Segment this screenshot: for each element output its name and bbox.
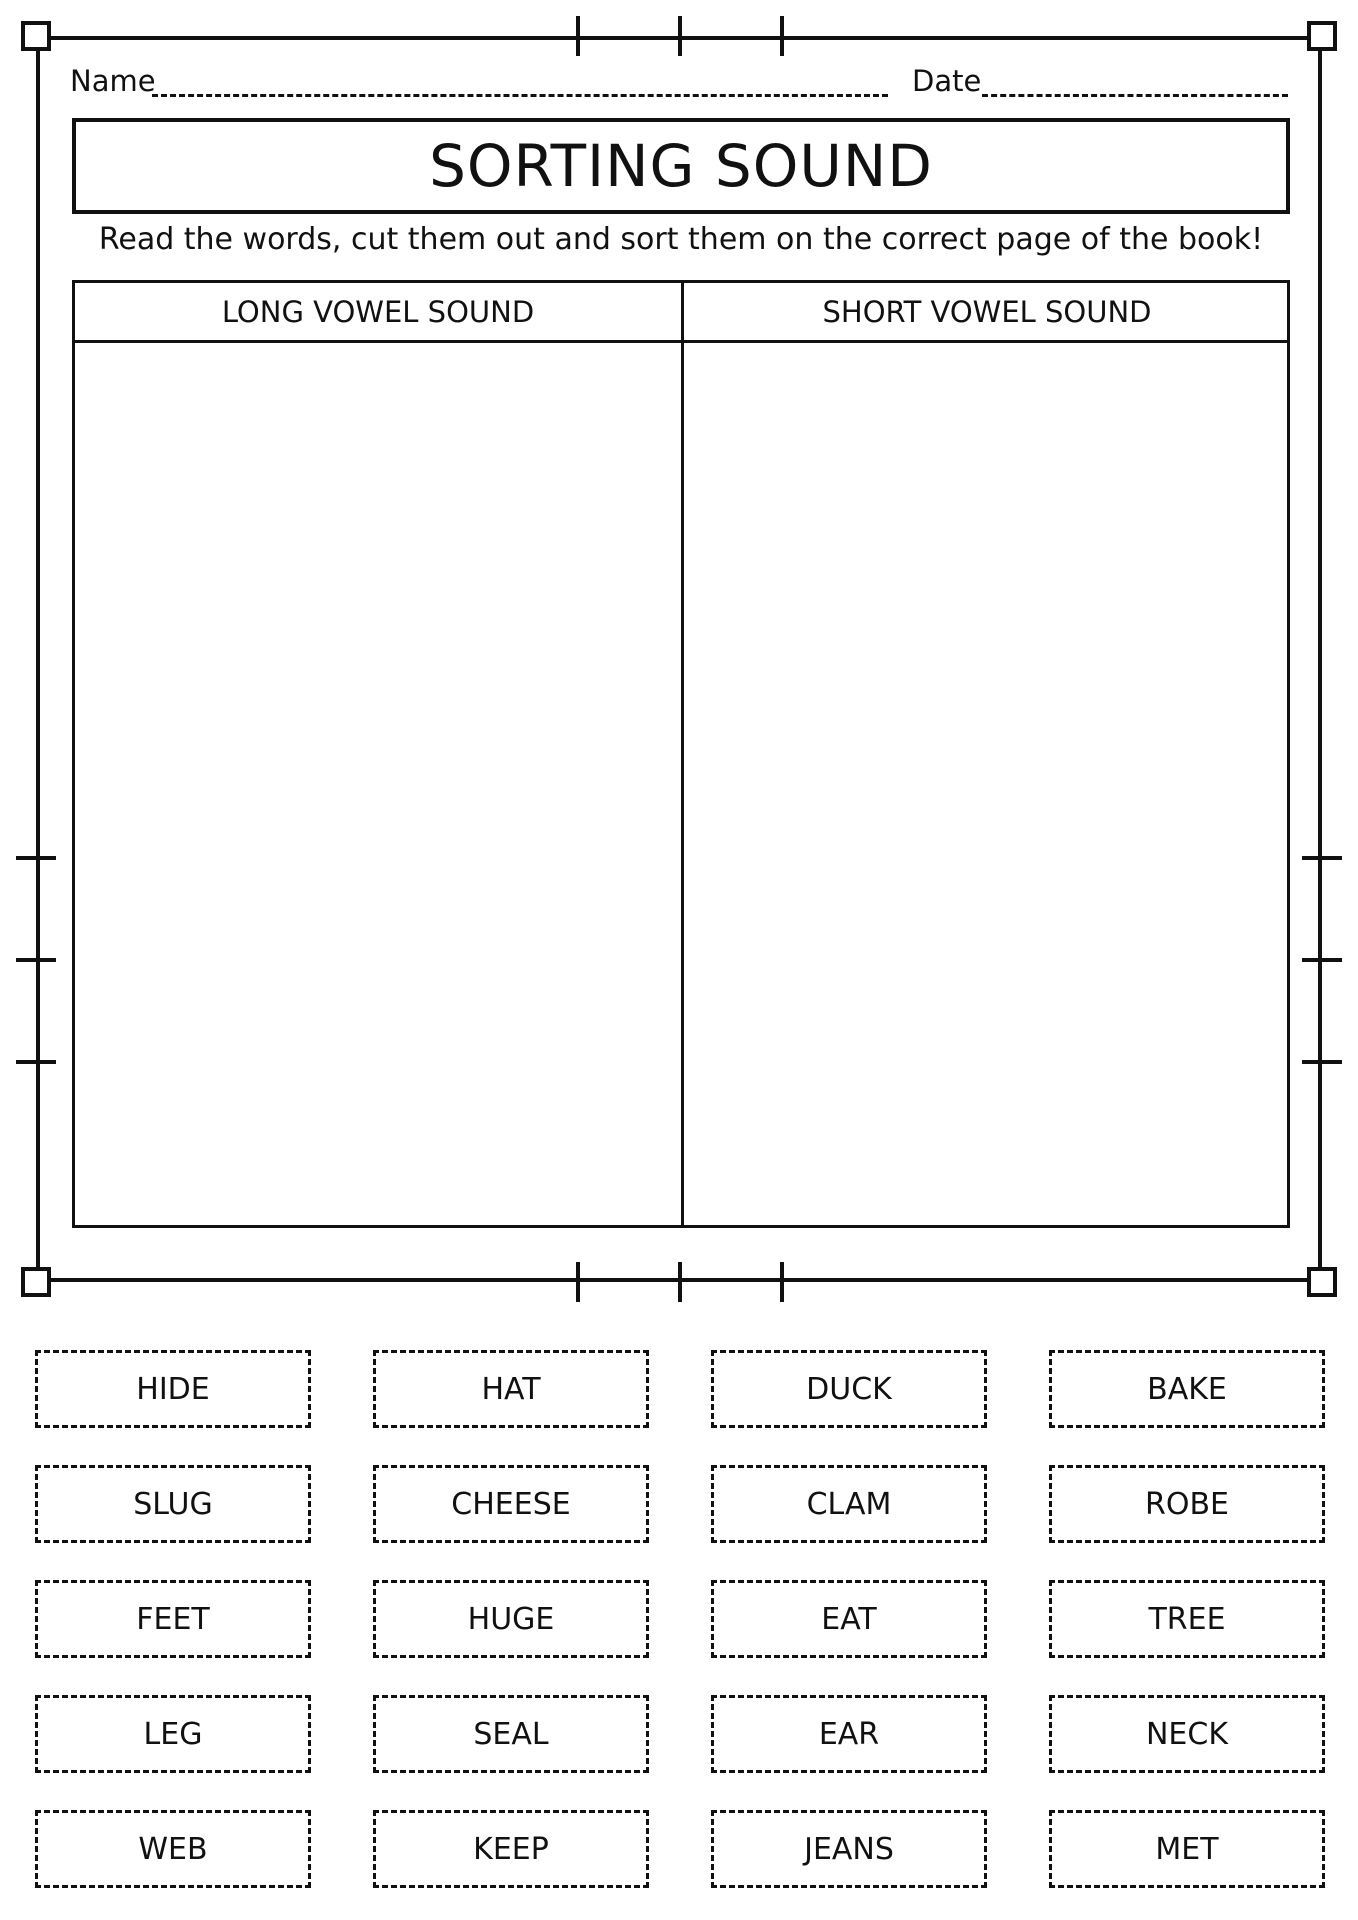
frame-tick [780, 16, 784, 56]
word-card[interactable]: ROBE [1049, 1465, 1325, 1543]
frame-tick [678, 16, 682, 56]
word-card[interactable]: JEANS [711, 1810, 987, 1888]
frame-corner-top-left [21, 21, 51, 51]
frame-tick [576, 16, 580, 56]
word-card[interactable]: HAT [373, 1350, 649, 1428]
frame-tick [780, 1262, 784, 1302]
word-card[interactable]: SEAL [373, 1695, 649, 1773]
word-card[interactable]: EAT [711, 1580, 987, 1658]
frame-tick [1302, 958, 1342, 962]
column-header-long-vowel: LONG VOWEL SOUND [221, 294, 535, 329]
frame-tick [1302, 856, 1342, 860]
word-card[interactable]: SLUG [35, 1465, 311, 1543]
word-card[interactable]: WEB [35, 1810, 311, 1888]
word-card[interactable]: LEG [35, 1695, 311, 1773]
word-card[interactable]: HUGE [373, 1580, 649, 1658]
word-card[interactable]: EAR [711, 1695, 987, 1773]
word-card[interactable]: TREE [1049, 1580, 1325, 1658]
date-field[interactable] [982, 94, 1288, 97]
frame-corner-bottom-left [21, 1267, 51, 1297]
frame-tick [1302, 1060, 1342, 1064]
instructions: Read the words, cut them out and sort them on the correct page of the book! [98, 222, 1264, 257]
word-card[interactable]: MET [1049, 1810, 1325, 1888]
word-card[interactable]: KEEP [373, 1810, 649, 1888]
word-card[interactable]: HIDE [35, 1350, 311, 1428]
frame-tick [16, 1060, 56, 1064]
frame-corner-top-right [1307, 21, 1337, 51]
word-card[interactable]: NECK [1049, 1695, 1325, 1773]
word-card[interactable]: FEET [35, 1580, 311, 1658]
frame-tick [16, 856, 56, 860]
word-card[interactable]: CLAM [711, 1465, 987, 1543]
name-label: Name [70, 64, 156, 98]
name-field[interactable] [152, 94, 888, 97]
frame-tick [576, 1262, 580, 1302]
date-label: Date [912, 64, 982, 98]
page-title: SORTING SOUND [429, 132, 933, 200]
word-card[interactable]: CHEESE [373, 1465, 649, 1543]
frame-tick [16, 958, 56, 962]
frame-tick [678, 1262, 682, 1302]
title-box [72, 118, 1290, 214]
word-card[interactable]: BAKE [1049, 1350, 1325, 1428]
frame-corner-bottom-right [1307, 1267, 1337, 1297]
column-header-short-vowel: SHORT VOWEL SOUND [822, 294, 1152, 329]
sorting-table [72, 280, 1290, 1228]
word-card[interactable]: DUCK [711, 1350, 987, 1428]
column-divider [681, 283, 684, 1225]
